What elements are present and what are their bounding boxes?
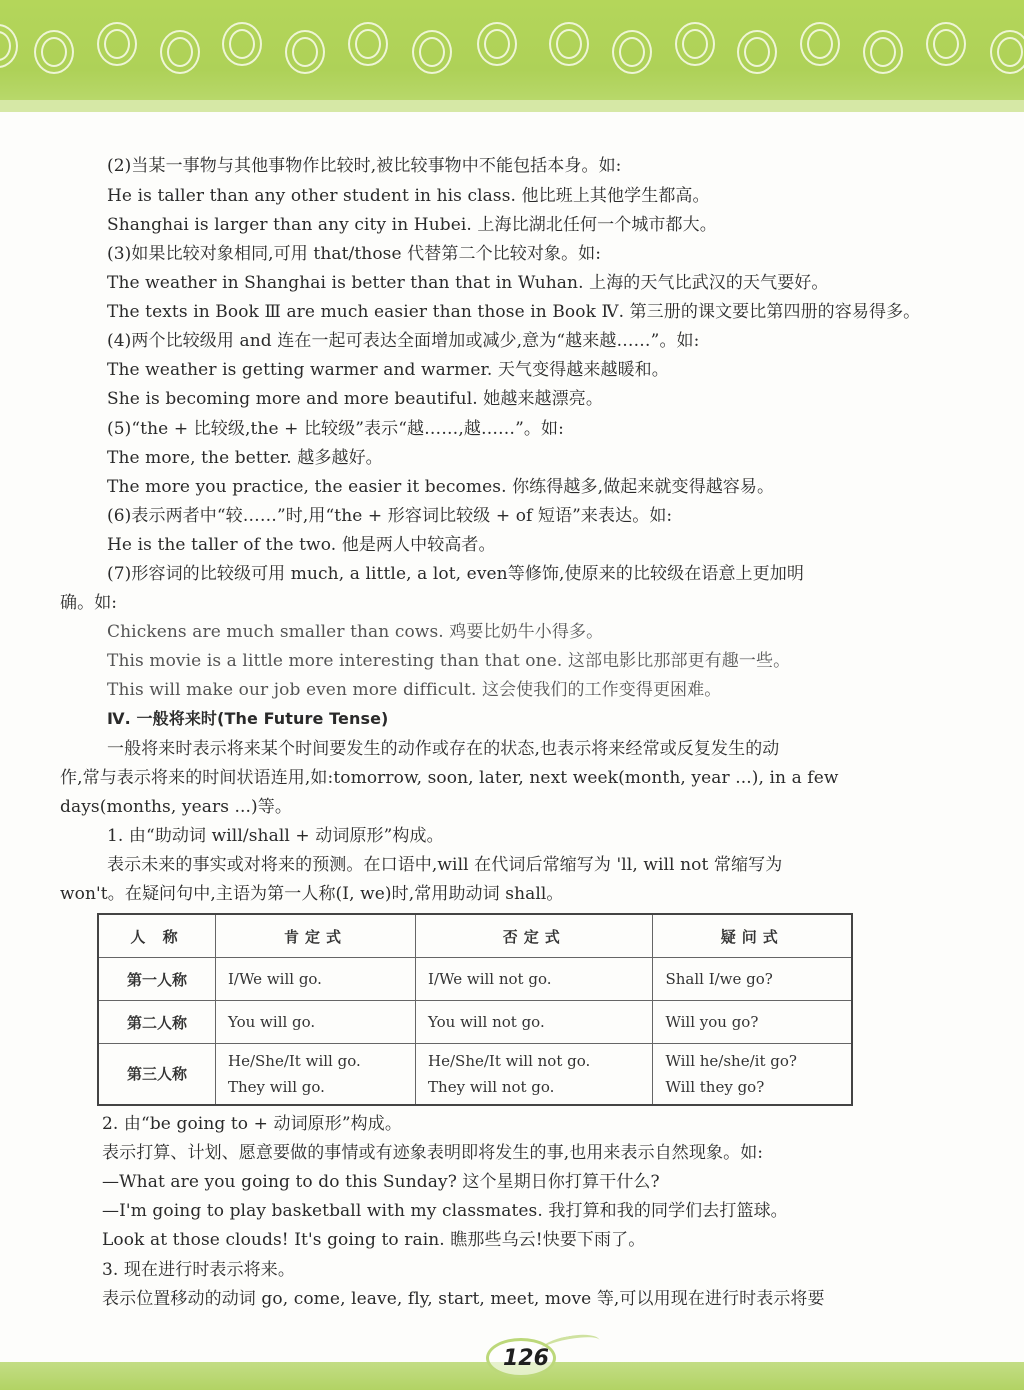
ring-decoration-icon xyxy=(863,30,903,74)
ring-decoration-icon xyxy=(990,30,1024,74)
example-line: The texts in Book Ⅲ are much easier than those in Book Ⅳ. 第三册的课文要比第四册的容易得多。 xyxy=(107,302,921,322)
ring-decoration-icon xyxy=(675,22,715,66)
header-band xyxy=(0,0,1024,100)
table-header: 人 称 xyxy=(98,914,216,958)
table-header-row xyxy=(98,914,852,958)
section-heading: Ⅳ. 一般将来时(The Future Tense) xyxy=(107,709,389,728)
example-line: The weather is getting warmer and warmer. 天气变得越来越暖和。 xyxy=(107,360,669,380)
header-strip xyxy=(0,100,1024,112)
person-cell: 第二人称 xyxy=(98,1001,216,1044)
example-line: He is the taller of the two. 他是两人中较高者。 xyxy=(107,535,496,555)
rule-4-heading: (4)两个比较级用 and 连在一起可表达全面增加或减少,意为“越来越……”。如: xyxy=(107,331,700,351)
cell-line: They will go. xyxy=(228,1078,325,1096)
example-line: Look at those clouds! It's going to rain. 瞧那些乌云!快要下雨了。 xyxy=(102,1230,646,1250)
ring-decoration-icon xyxy=(800,22,840,66)
affirmative-cell xyxy=(216,1044,416,1106)
subsection-heading: 1. 由“助动词 will/shall + 动词原形”构成。 xyxy=(107,826,444,846)
ring-decoration-icon xyxy=(737,30,777,74)
negative-cell: I/We will not go. xyxy=(416,958,653,1001)
example-line: The more you practice, the easier it becomes. 你练得越多,做起来就变得越容易。 xyxy=(107,477,775,497)
paragraph-line: 表示打算、计划、愿意要做的事情或有迹象表明即将发生的事,也用来表示自然现象。如: xyxy=(102,1143,764,1163)
table-header: 肯定式 xyxy=(216,914,416,958)
negative-cell xyxy=(416,1044,653,1106)
affirmative-cell: You will go. xyxy=(216,1001,416,1044)
example-line: The more, the better. 越多越好。 xyxy=(107,448,383,468)
paragraph-line: 作,常与表示将来的时间状语连用,如:tomorrow, soon, later, next week(month, year ...), in a few xyxy=(60,768,839,788)
ring-decoration-icon xyxy=(34,30,74,74)
question-cell xyxy=(653,1044,852,1106)
rule-3-heading: (3)如果比较对象相同,可用 that/those 代替第二个比较对象。如: xyxy=(107,244,602,264)
table-row xyxy=(98,1001,852,1044)
example-line: Shanghai is larger than any city in Hubei. 上海比湖北任何一个城市都大。 xyxy=(107,215,717,235)
question-cell: Shall I/we go? xyxy=(653,958,852,1001)
paragraph-line: 表示未来的事实或对将来的预测。在口语中,will 在代词后常缩写为 'll, will not 常缩写为 xyxy=(107,855,783,875)
example-line: He is taller than any other student in his class. 他比班上其他学生都高。 xyxy=(107,186,710,206)
subsection-heading: 2. 由“be going to + 动词原形”构成。 xyxy=(102,1114,402,1134)
cell-line: They will not go. xyxy=(428,1078,555,1096)
ring-decoration-icon xyxy=(285,30,325,74)
example-line: Chickens are much smaller than cows. 鸡要比奶牛小得多。 xyxy=(107,622,604,642)
cell-line: He/She/It will not go. xyxy=(428,1052,591,1070)
rule-2-heading: (2)当某一事物与其他事物作比较时,被比较事物中不能包括本身。如: xyxy=(107,156,622,176)
ring-decoration-icon xyxy=(0,24,18,68)
ring-decoration-icon xyxy=(477,22,517,66)
ring-decoration-icon xyxy=(97,22,137,66)
person-cell: 第一人称 xyxy=(98,958,216,1001)
ring-decoration-icon xyxy=(612,30,652,74)
paragraph-line: won't。在疑问句中,主语为第一人称(I, we)时,常用助动词 shall。 xyxy=(60,884,564,904)
table-header: 疑问式 xyxy=(653,914,852,958)
rule-5-heading: (5)“the + 比较级,the + 比较级”表示“越……,越……”。如: xyxy=(107,419,564,439)
negative-cell: You will not go. xyxy=(416,1001,653,1044)
paragraph-line: 一般将来时表示将来某个时间要发生的动作或存在的状态,也表示将来经常或反复发生的动 xyxy=(107,739,780,759)
rule-7-heading-cont: 确。如: xyxy=(60,593,118,613)
page-number: 126 xyxy=(503,1346,549,1371)
subsection-heading: 3. 现在进行时表示将来。 xyxy=(102,1260,295,1280)
table-header: 否定式 xyxy=(416,914,653,958)
table-row xyxy=(98,958,852,1001)
ring-decoration-icon xyxy=(926,22,966,66)
example-line: —I'm going to play basketball with my classmates. 我打算和我的同学们去打篮球。 xyxy=(102,1201,788,1221)
example-line: The weather in Shanghai is better than that in Wuhan. 上海的天气比武汉的天气要好。 xyxy=(107,273,829,293)
cell-line: He/She/It will go. xyxy=(228,1052,361,1070)
example-line: This movie is a little more interesting than that one. 这部电影比那部更有趣一些。 xyxy=(107,651,791,671)
question-cell: Will you go? xyxy=(653,1001,852,1044)
affirmative-cell: I/We will go. xyxy=(216,958,416,1001)
example-line: —What are you going to do this Sunday? 这个星期日你打算干什么? xyxy=(102,1172,660,1192)
example-line: This will make our job even more difficult. 这会使我们的工作变得更困难。 xyxy=(107,680,722,700)
ring-decoration-icon xyxy=(348,22,388,66)
example-line: She is becoming more and more beautiful. 她越来越漂亮。 xyxy=(107,389,603,409)
ring-decoration-icon xyxy=(160,30,200,74)
cell-line: Will he/she/it go? xyxy=(665,1052,797,1070)
paragraph-line: 表示位置移动的动词 go, come, leave, fly, start, meet, move 等,可以用现在进行时表示将要 xyxy=(102,1289,825,1309)
ring-decoration-icon xyxy=(412,30,452,74)
ring-decoration-icon xyxy=(222,22,262,66)
future-tense-table xyxy=(97,913,853,1106)
rule-7-heading: (7)形容词的比较级可用 much, a little, a lot, even等修饰,使原来的比较级在语意上更加明 xyxy=(107,564,804,584)
person-cell: 第三人称 xyxy=(98,1044,216,1106)
table-row xyxy=(98,1044,852,1106)
paragraph-line: days(months, years ...)等。 xyxy=(60,797,292,817)
rule-6-heading: (6)表示两者中“较……”时,用“the + 形容词比较级 + of 短语”来表达。如: xyxy=(107,506,673,526)
cell-line: Will they go? xyxy=(665,1078,765,1096)
ring-decoration-icon xyxy=(549,22,589,66)
